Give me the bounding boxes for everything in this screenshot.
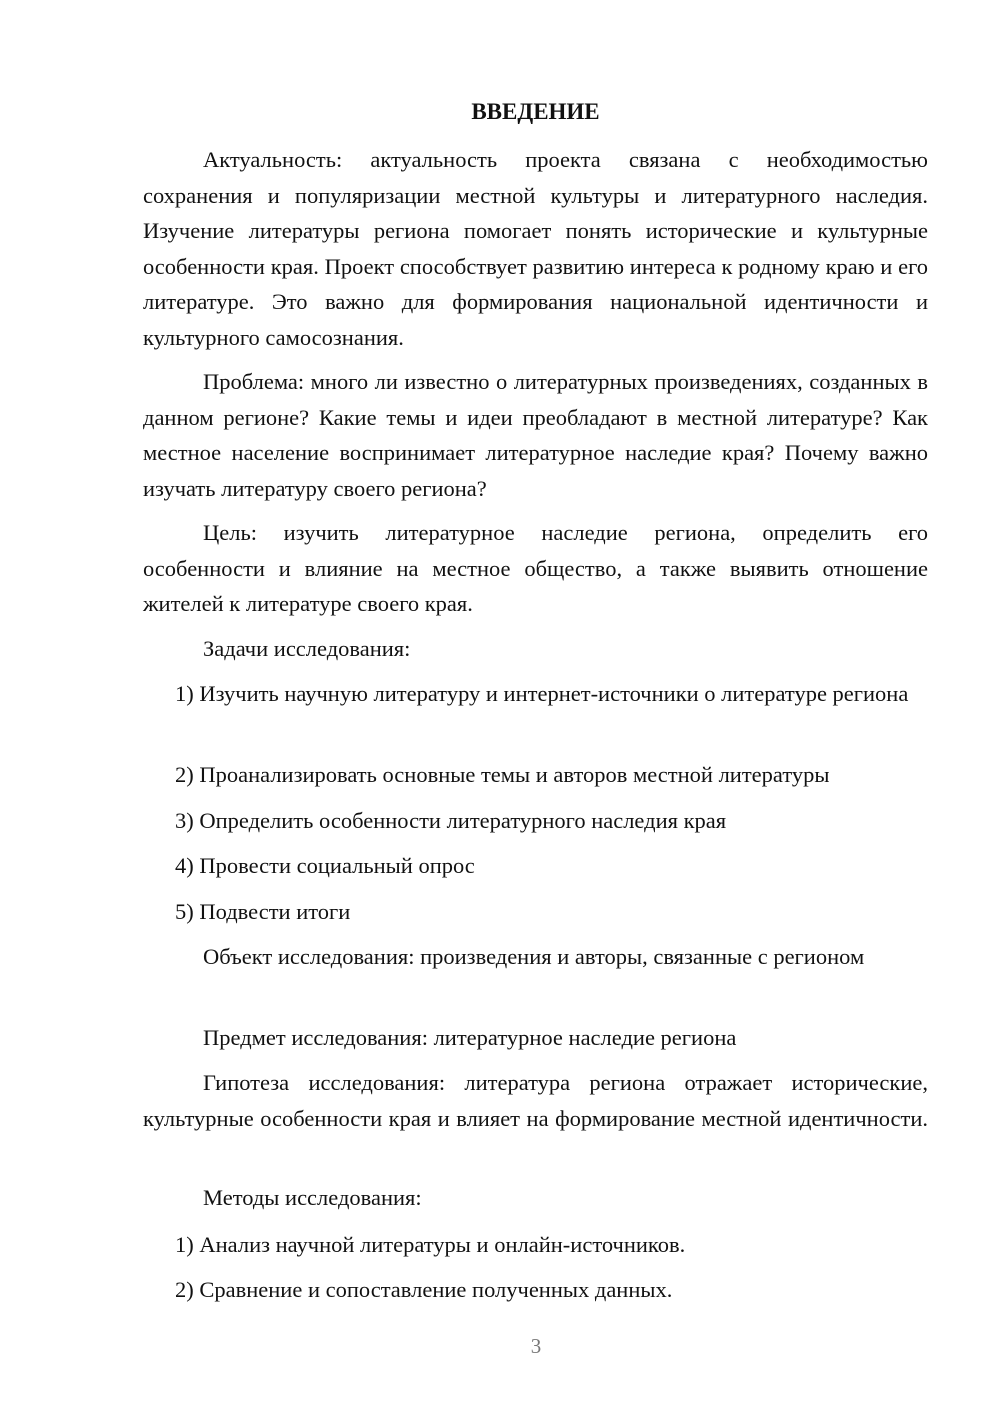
task-item-2: 2) Проанализировать основные темы и авторов местной литературы: [175, 762, 830, 787]
task-item-4: 4) Провести социальный опрос: [175, 853, 475, 878]
object-paragraph: Объект исследования: произведения и авторы, связанные с регионом: [203, 944, 865, 969]
task-item-3: 3) Определить особенности литературного наследия края: [175, 808, 727, 833]
tasks-title: Задачи исследования:: [203, 636, 411, 661]
method-item-1: 1) Анализ научной литературы и онлайн-источников.: [175, 1232, 686, 1257]
hypothesis-paragraph: Гипотеза исследования: литература региона отражает исторические, культурные особенности края и влияет на формирование местной идентичности.: [143, 1070, 928, 1131]
problem-paragraph: Проблема: много ли известно о литературных произведениях, созданных в данном регионе? Какие темы и идеи преобладают в местной литературе? Как местное население воспринимает литературное наследие края? Почему важно изучать литературу своего региона?: [143, 369, 928, 501]
task-item-1: 1) Изучить научную литературу и интернет-источники о литературе региона: [175, 681, 909, 706]
task-item-5: 5) Подвести итоги: [175, 899, 351, 924]
subject-paragraph: Предмет исследования: литературное наследие региона: [203, 1025, 737, 1050]
page-number: 3: [530, 1334, 542, 1358]
method-item-2: 2) Сравнение и сопоставление полученных данных.: [175, 1277, 673, 1302]
methods-title: Методы исследования:: [203, 1185, 422, 1210]
goal-paragraph: Цель: изучить литературное наследие региона, определить его особенности и влияние на местное общество, а также выявить отношение жителей к литературе своего края.: [143, 520, 928, 616]
relevance-paragraph: Актуальность: актуальность проекта связана с необходимостью сохранения и популяризации местной культуры и литературного наследия. Изучение литературы региона помогает понять исторические и культурные особенности края. Проект способствует развитию интереса к родному краю и его литературе. Это важно для формирования национальной идентичности и культурного самосознания.: [143, 147, 928, 350]
page-title: ВВЕДЕНИЕ: [471, 99, 600, 124]
